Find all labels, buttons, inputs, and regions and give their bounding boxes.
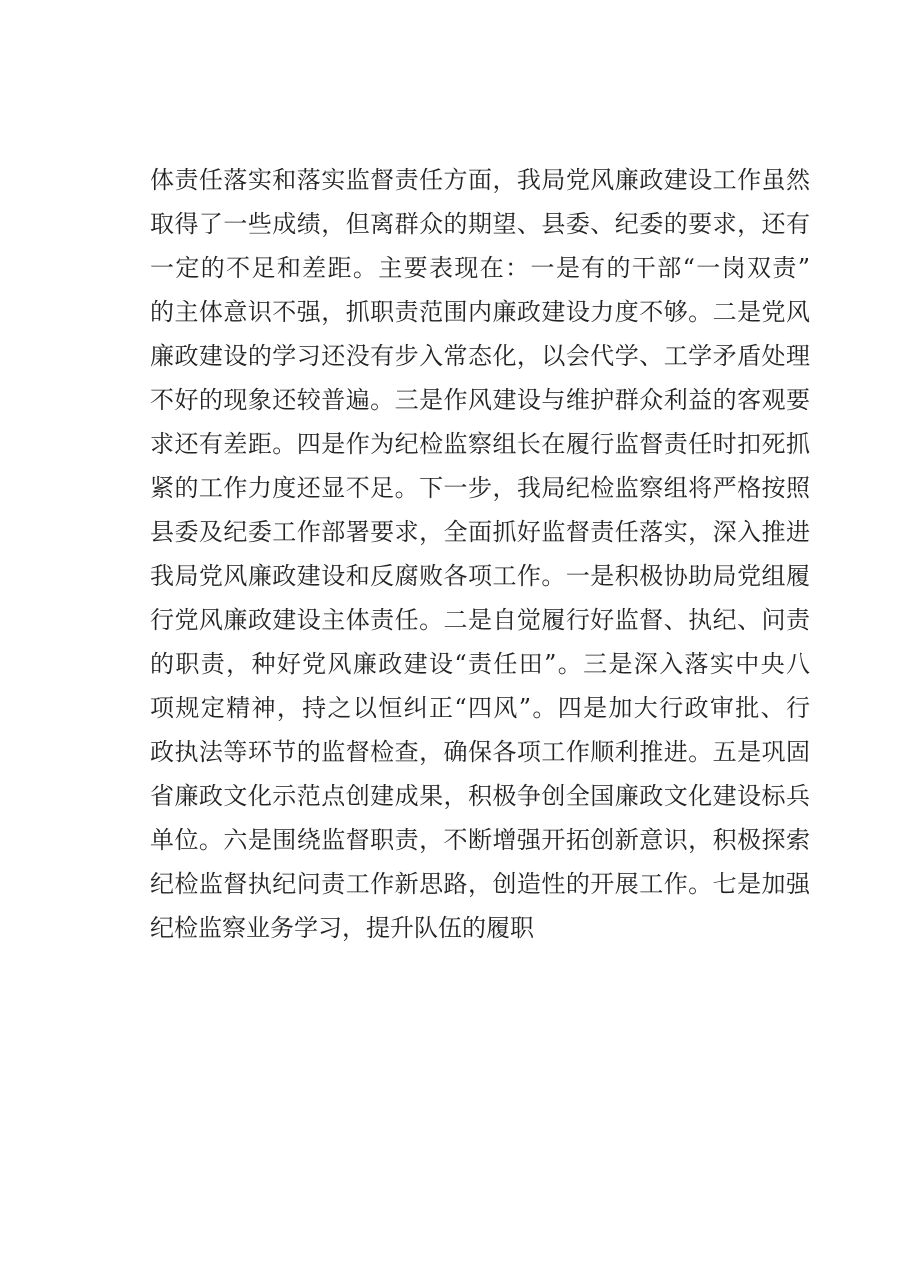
text-line: 的职责，种好党风廉政建设“责任田”。三是深入落实中央八 — [150, 650, 810, 678]
body-paragraph — [150, 158, 810, 950]
text-line: 取得了一些成绩，但离群众的期望、县委、纪委的要求，还有 — [150, 210, 810, 238]
text-line: 县委及纪委工作部署要求，全面抓好监督责任落实，深入推进 — [150, 518, 810, 546]
text-line: 省廉政文化示范点创建成果，积极争创全国廉政文化建设标兵 — [150, 782, 810, 810]
text-line: 的主体意识不强，抓职责范围内廉政建设力度不够。二是党风 — [150, 298, 810, 326]
text-line: 项规定精神，持之以恒纠正“四风”。四是加大行政审批、行 — [150, 694, 810, 722]
text-line: 紧的工作力度还显不足。下一步，我局纪检监察组将严格按照 — [150, 474, 810, 502]
text-line: 廉政建设的学习还没有步入常态化，以会代学、工学矛盾处理 — [150, 342, 810, 370]
text-line: 纪检监督执纪问责工作新思路，创造性的开展工作。七是加强 — [150, 870, 810, 898]
text-line: 体责任落实和落实监督责任方面，我局党风廉政建设工作虽然 — [150, 166, 810, 194]
text-line: 一定的不足和差距。主要表现在：一是有的干部“一岗双责” — [150, 254, 810, 282]
text-line-last: 纪检监察业务学习，提升队伍的履职 — [150, 914, 534, 942]
text-line: 我局党风廉政建设和反腐败各项工作。一是积极协助局党组履 — [150, 562, 810, 590]
text-line: 不好的现象还较普遍。三是作风建设与维护群众利益的客观要 — [150, 386, 810, 414]
text-line: 单位。六是围绕监督职责，不断增强开拓创新意识，积极探索 — [150, 826, 810, 854]
text-line: 行党风廉政建设主体责任。二是自觉履行好监督、执纪、问责 — [150, 606, 810, 634]
text-line: 政执法等环节的监督检查，确保各项工作顺利推进。五是巩固 — [150, 738, 810, 766]
text-line: 求还有差距。四是作为纪检监察组长在履行监督责任时扣死抓 — [150, 430, 810, 458]
